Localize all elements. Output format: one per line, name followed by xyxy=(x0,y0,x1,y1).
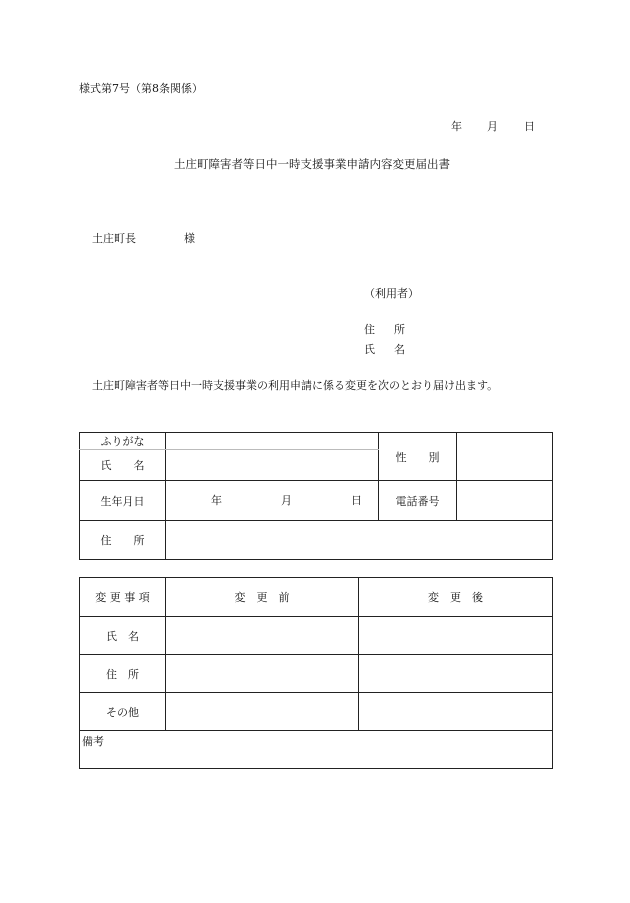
change-row-other-label: その他 xyxy=(80,693,166,731)
address-before-input[interactable] xyxy=(166,655,359,693)
document-title: 土庄町障害者等日中一時支援事業申請内容変更届出書 xyxy=(174,157,450,171)
name-input[interactable] xyxy=(166,450,379,481)
address-label: 住 所 xyxy=(80,521,166,560)
birthdate-label: 生年月日 xyxy=(80,481,166,521)
furigana-input[interactable] xyxy=(166,433,379,450)
change-table xyxy=(79,577,553,769)
remarks-label: 備考 xyxy=(82,735,104,748)
other-before-input[interactable] xyxy=(166,693,359,731)
name-before-input[interactable] xyxy=(166,617,359,655)
address-after-input[interactable] xyxy=(359,655,553,693)
date-day-label: 日 xyxy=(524,120,535,133)
applicant-address-label: 住 所 xyxy=(364,323,409,336)
remarks-field[interactable] xyxy=(80,731,553,769)
change-before-header: 変 更 前 xyxy=(166,578,359,617)
change-after-header: 変 更 後 xyxy=(359,578,553,617)
other-after-input[interactable] xyxy=(359,693,553,731)
birth-month-label: 月 xyxy=(281,493,292,507)
phone-label: 電話番号 xyxy=(379,481,457,521)
form-number: 様式第7号（第8条関係） xyxy=(79,82,203,95)
change-item-header: 変 更 事 項 xyxy=(80,578,166,617)
applicant-info-table xyxy=(79,432,553,560)
date-month-label: 月 xyxy=(487,120,498,133)
gender-label: 性 別 xyxy=(379,433,457,481)
address-input[interactable] xyxy=(166,521,553,560)
statement-text: 土庄町障害者等日中一時支援事業の利用申請に係る変更を次のとおり届け出ます。 xyxy=(92,379,499,392)
gender-input[interactable] xyxy=(457,433,553,481)
addressee-name: 土庄町長 xyxy=(92,232,136,245)
date-year-label: 年 xyxy=(451,120,462,133)
applicant-label: （利用者） xyxy=(364,287,419,300)
name-label: 氏 名 xyxy=(80,450,166,481)
applicant-name-label: 氏 名 xyxy=(364,343,409,356)
birth-year-label: 年 xyxy=(211,493,222,507)
name-after-input[interactable] xyxy=(359,617,553,655)
change-row-name-label: 氏 名 xyxy=(80,617,166,655)
change-row-address-label: 住 所 xyxy=(80,655,166,693)
furigana-label: ふりがな xyxy=(80,433,166,450)
birth-day-label: 日 xyxy=(351,493,362,507)
phone-input[interactable] xyxy=(457,481,553,521)
addressee-honorific: 様 xyxy=(184,232,195,245)
birthdate-input[interactable] xyxy=(166,481,379,521)
